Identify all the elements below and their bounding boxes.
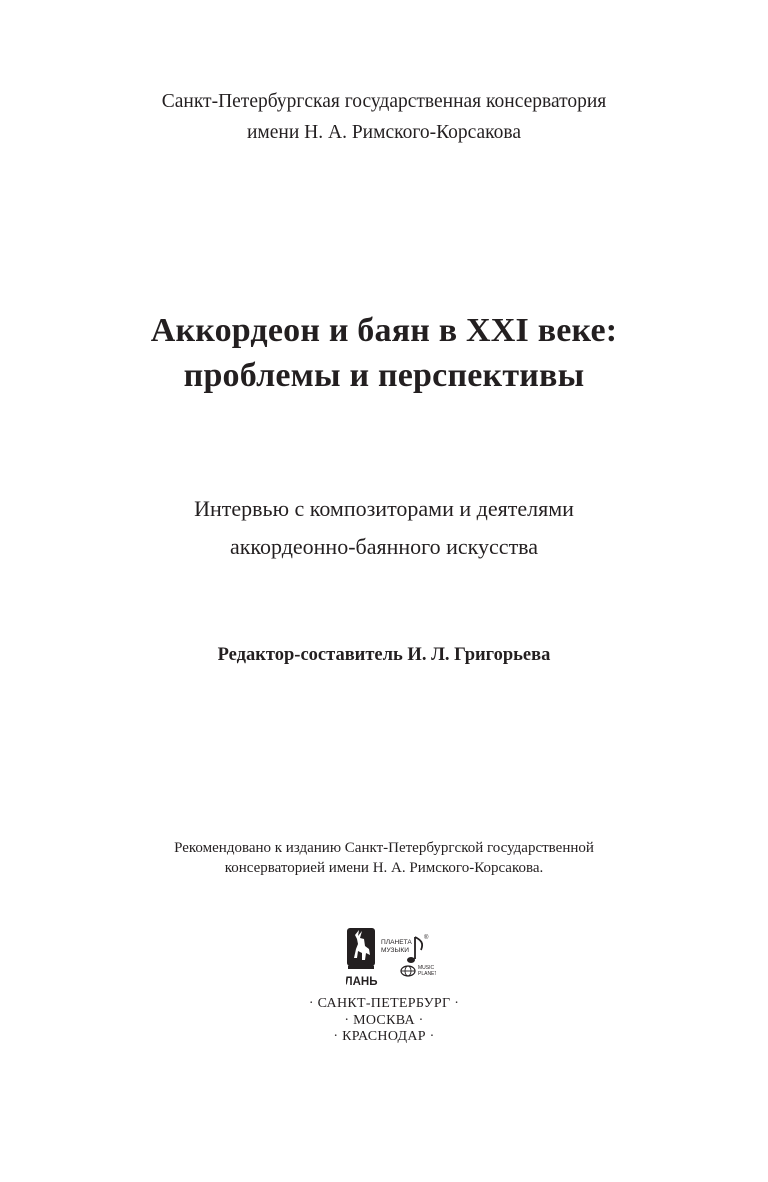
- globe-icon: [401, 966, 415, 976]
- subtitle-line-1: Интервью с композиторами и деятелями: [194, 496, 574, 521]
- lan-deer-icon: [347, 928, 375, 969]
- publication-cities: [0, 996, 768, 1046]
- publisher-logo: [346, 925, 436, 995]
- registered-mark: ®: [424, 935, 429, 941]
- institution-name: [0, 86, 768, 148]
- recommendation-note: [0, 838, 768, 878]
- planet-text-line-2: МУЗЫКИ: [381, 947, 409, 954]
- planet-text-line-1: ПЛАНЕТА: [381, 939, 412, 946]
- city-moscow: · МОСКВА ·: [344, 1012, 424, 1028]
- city-krasnodar: · КРАСНОДАР ·: [333, 1029, 435, 1044]
- recommendation-line-1: Рекомендовано к изданию Санкт-Петербургской государственной: [174, 840, 594, 856]
- editor-credit: Редактор-составитель И. Л. Григорьева: [217, 645, 551, 665]
- music-planet-line-2: PLANET: [418, 971, 436, 977]
- recommendation-line-2: консерваторией имени Н. А. Римского-Корсакова.: [224, 860, 544, 876]
- city-saint-petersburg: · САНКТ-ПЕТЕРБУРГ ·: [308, 996, 460, 1011]
- title-line-1: Аккордеон и баян в XXI веке:: [150, 312, 618, 349]
- title-line-2: проблемы и перспективы: [183, 357, 585, 394]
- subtitle-line-2: аккордеонно-баянного искусства: [229, 534, 539, 559]
- book-title: [0, 308, 768, 398]
- lan-logo-text: ЛАНЬ: [346, 976, 378, 988]
- book-subtitle: [0, 490, 768, 566]
- institution-line-2: имени Н. А. Римского-Корсакова: [246, 122, 522, 143]
- music-planet-line-1: MUSIC: [418, 965, 435, 971]
- institution-line-1: Санкт-Петербургская государственная консерватория: [161, 91, 607, 112]
